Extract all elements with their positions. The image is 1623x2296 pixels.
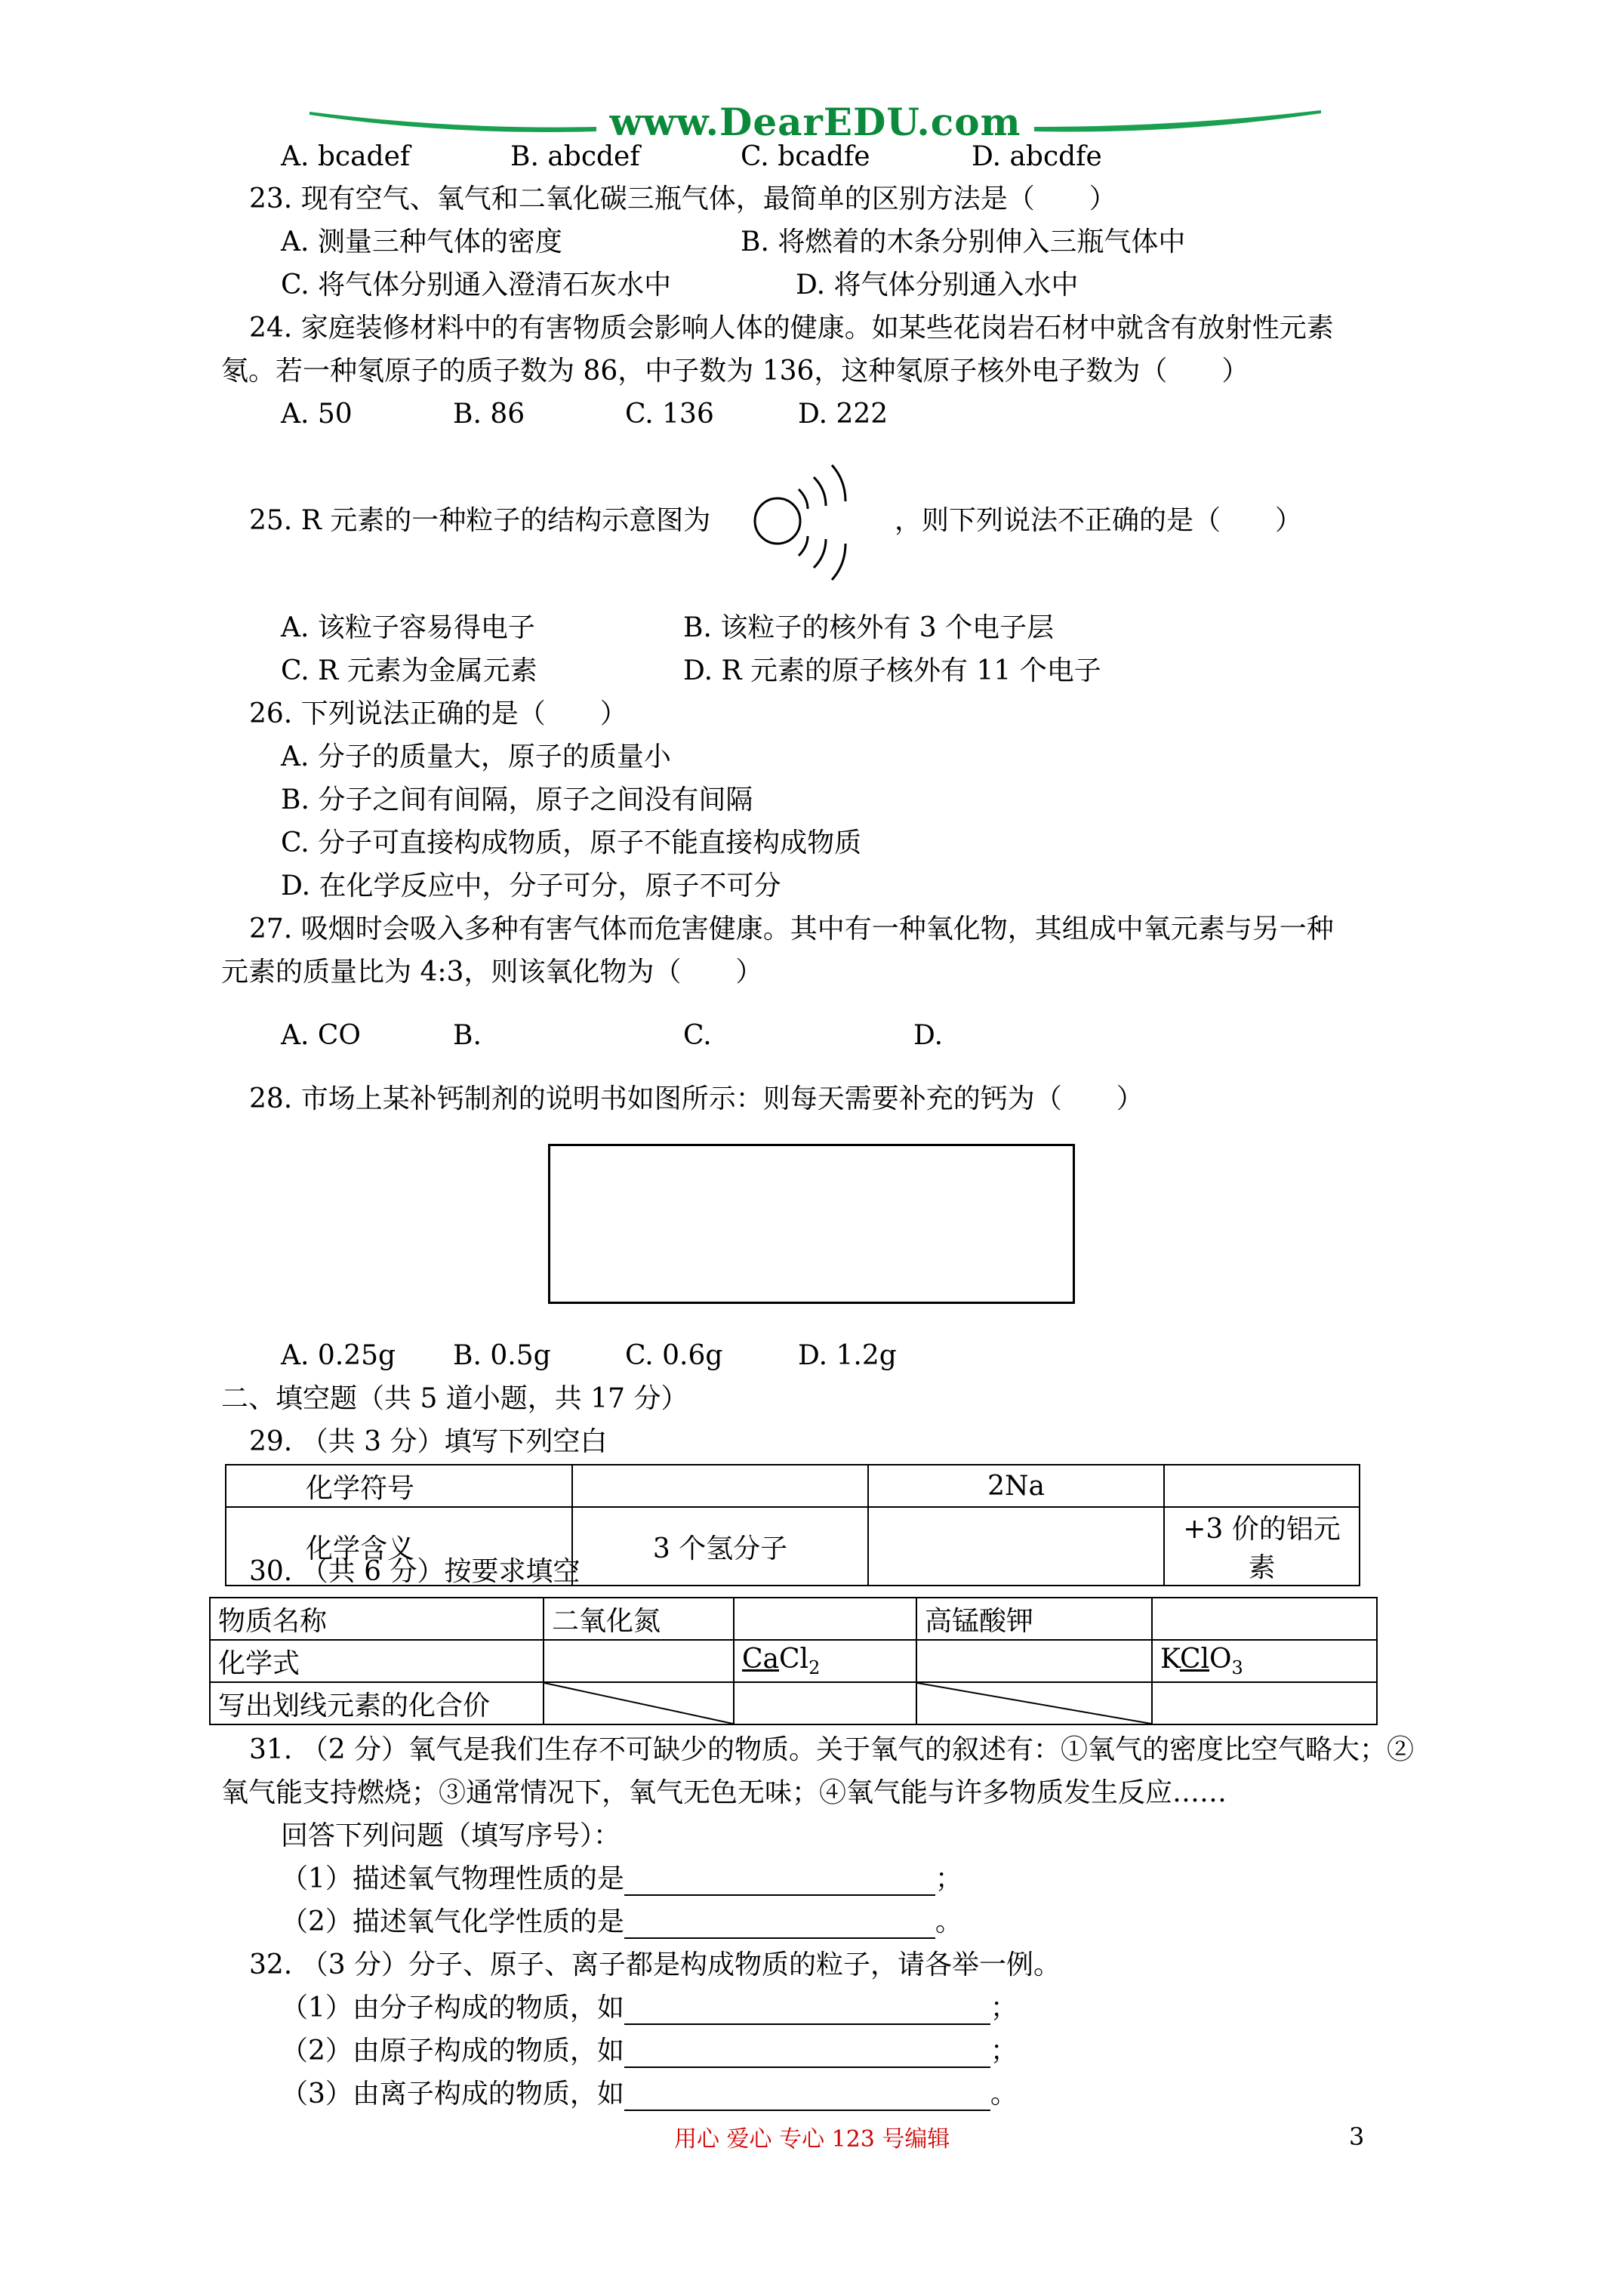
q30-cell[interactable]	[734, 1682, 916, 1724]
answer-blank[interactable]	[624, 1912, 935, 1939]
q29-cell-symbol-label: 化学符号	[226, 1465, 572, 1507]
q29-cell-meaning-label: 化学含义	[226, 1507, 572, 1586]
q23-option-d: D. 将气体分别通入水中	[796, 270, 1079, 300]
q23-option-a: A. 测量三种气体的密度	[281, 227, 562, 257]
table-row	[210, 1682, 1377, 1724]
section2-title: 二、填空题（共 5 道小题，共 17 分）	[221, 1383, 688, 1414]
q29-cell: 3 个氢分子	[572, 1507, 868, 1586]
header-logo	[310, 97, 1321, 145]
q23-option-c: C. 将气体分别通入澄清石灰水中	[281, 270, 672, 300]
q24-stem-line2: 氡。若一种氡原子的质子数为 86，中子数为 136，这种氡原子核外电子数为（ ）	[221, 356, 1249, 387]
q30-cell[interactable]	[1152, 1598, 1377, 1640]
q25-option-b: B. 该粒子的核外有 3 个电子层	[683, 612, 1055, 643]
q30-cell-crossed	[544, 1682, 734, 1724]
q30-cell[interactable]	[544, 1640, 734, 1682]
q29-cell[interactable]	[868, 1507, 1164, 1586]
answer-blank[interactable]	[624, 2084, 990, 2111]
q30-cell[interactable]	[734, 1598, 916, 1640]
q26-option-a: A. 分子的质量大，原子的质量小	[281, 741, 671, 772]
q24-option-c: C. 136	[625, 399, 714, 430]
q25-stem-a: 25. R 元素的一种粒子的结构示意图为	[249, 505, 711, 536]
q27-stem-line1: 27. 吸烟时会吸入多种有害气体而危害健康。其中有一种氧化物，其组成中氧元素与另一种	[249, 914, 1334, 945]
q24-option-d: D. 222	[798, 399, 888, 430]
q32-stem: 32. （3 分）分子、原子、离子都是构成物质的粒子，请各举一例。	[249, 1949, 1061, 1980]
q30-cell[interactable]	[1152, 1682, 1377, 1724]
q24-option-b: B. 86	[453, 399, 525, 430]
q27-option-c: C.	[683, 1020, 712, 1051]
q30-cell: 物质名称	[210, 1598, 544, 1640]
q29-cell: 2Na	[868, 1465, 1164, 1507]
q32-sub1: （1）由分子构成的物质，如 ；	[281, 1992, 1018, 2023]
q22-option-d: D. abcdfe	[972, 141, 1102, 172]
page-number: 3	[1349, 2122, 1365, 2151]
supplement-label-box	[548, 1144, 1075, 1304]
q29-cell[interactable]	[1164, 1465, 1360, 1507]
q30-cell: 写出划线元素的化合价	[210, 1682, 544, 1724]
q27-option-d: D.	[913, 1020, 944, 1051]
q32-sub3: （3）由离子构成的物质，如 。	[281, 2079, 1018, 2110]
q29-cell: +3 价的铝元素	[1164, 1507, 1360, 1586]
q23-option-b: B. 将燃着的木条分别伸入三瓶气体中	[741, 227, 1186, 257]
q30-table	[209, 1597, 1378, 1725]
q29-cell[interactable]	[572, 1465, 868, 1507]
q22-option-a: A. bcadef	[281, 141, 411, 172]
q27-option-a: A. CO	[281, 1020, 361, 1051]
q31-line1: 31. （2 分）氧气是我们生存不可缺少的物质。关于氧气的叙述有：①氧气的密度比空气略大；②	[249, 1734, 1415, 1765]
q30-formula-cacl2: CaCl$_2$	[734, 1640, 916, 1682]
q32-sub2: （2）由原子构成的物质，如 ；	[281, 2036, 1018, 2066]
answer-blank[interactable]	[624, 2041, 990, 2068]
diagonal-slash-icon	[544, 1683, 733, 1724]
q25-option-c: C. R 元素为金属元素	[281, 655, 537, 686]
answer-blank[interactable]	[624, 1998, 990, 2025]
table-row	[226, 1465, 1360, 1507]
q28-option-d: D. 1.2g	[798, 1340, 897, 1371]
q28-stem: 28. 市场上某补钙制剂的说明书如图所示：则每天需要补充的钙为（ ）	[249, 1083, 1144, 1114]
q25-stem-b: ，则下列说法不正确的是（ ）	[895, 505, 1303, 536]
q22-option-b: B. abcdef	[510, 141, 640, 172]
q31-line3: 回答下列问题（填写序号）：	[281, 1820, 621, 1851]
diagonal-slash-icon	[917, 1683, 1151, 1724]
q26-option-b: B. 分子之间有间隔，原子之间没有间隔	[281, 784, 753, 815]
q25-option-a: A. 该粒子容易得电子	[281, 612, 535, 643]
q26-option-c: C. 分子可直接构成物质，原子不能直接构成物质	[281, 827, 862, 858]
particle-structure-diagram	[747, 451, 868, 584]
q27-stem-line2: 元素的质量比为 4:3，则该氧化物为（ ）	[221, 957, 763, 988]
q26-option-d: D. 在化学反应中，分子可分，原子不可分	[281, 871, 781, 901]
q22-option-c: C. bcadfe	[741, 141, 870, 172]
q28-option-b: B. 0.5g	[453, 1340, 551, 1371]
q24-stem-line1: 24. 家庭装修材料中的有害物质会影响人体的健康。如某些花岗岩石材中就含有放射性元素	[249, 313, 1334, 344]
q28-option-a: A. 0.25g	[281, 1340, 396, 1371]
footer-text: 用心 爱心 专心 123 号编辑	[674, 2126, 950, 2153]
q30-cell: 化学式	[210, 1640, 544, 1682]
q30-cell: 高锰酸钾	[916, 1598, 1152, 1640]
q30-cell-crossed	[916, 1682, 1152, 1724]
q31-sub1: （1）描述氧气物理性质的是 ；	[281, 1863, 962, 1894]
q30-cell: 二氧化氮	[544, 1598, 734, 1640]
logo-text: www.DearEDU.com	[609, 100, 1021, 144]
q31-sub2: （2）描述氧气化学性质的是 。	[281, 1906, 962, 1937]
q27-option-b: B.	[453, 1020, 482, 1051]
q28-option-c: C. 0.6g	[625, 1340, 723, 1371]
q29-stem: 29. （共 3 分）填写下列空白	[249, 1426, 608, 1457]
q26-stem: 26. 下列说法正确的是（ ）	[249, 698, 627, 729]
q25-option-d: D. R 元素的原子核外有 11 个电子	[683, 655, 1101, 686]
q30-formula-kclo3: KClO$_3$	[1152, 1640, 1377, 1682]
q23-stem: 23. 现有空气、氧气和二氧化碳三瓶气体，最简单的区别方法是（ ）	[249, 183, 1116, 214]
q30-cell[interactable]	[916, 1640, 1152, 1682]
q31-line2: 氧气能支持燃烧；③通常情况下，氧气无色无味；④氧气能与许多物质发生反应……	[221, 1777, 1227, 1808]
answer-blank[interactable]	[624, 1869, 935, 1896]
table-row	[210, 1598, 1377, 1640]
q30-stem: 30. （共 6 分）按要求填空	[249, 1556, 581, 1587]
table-row	[210, 1640, 1377, 1682]
q24-option-a: A. 50	[281, 399, 353, 430]
